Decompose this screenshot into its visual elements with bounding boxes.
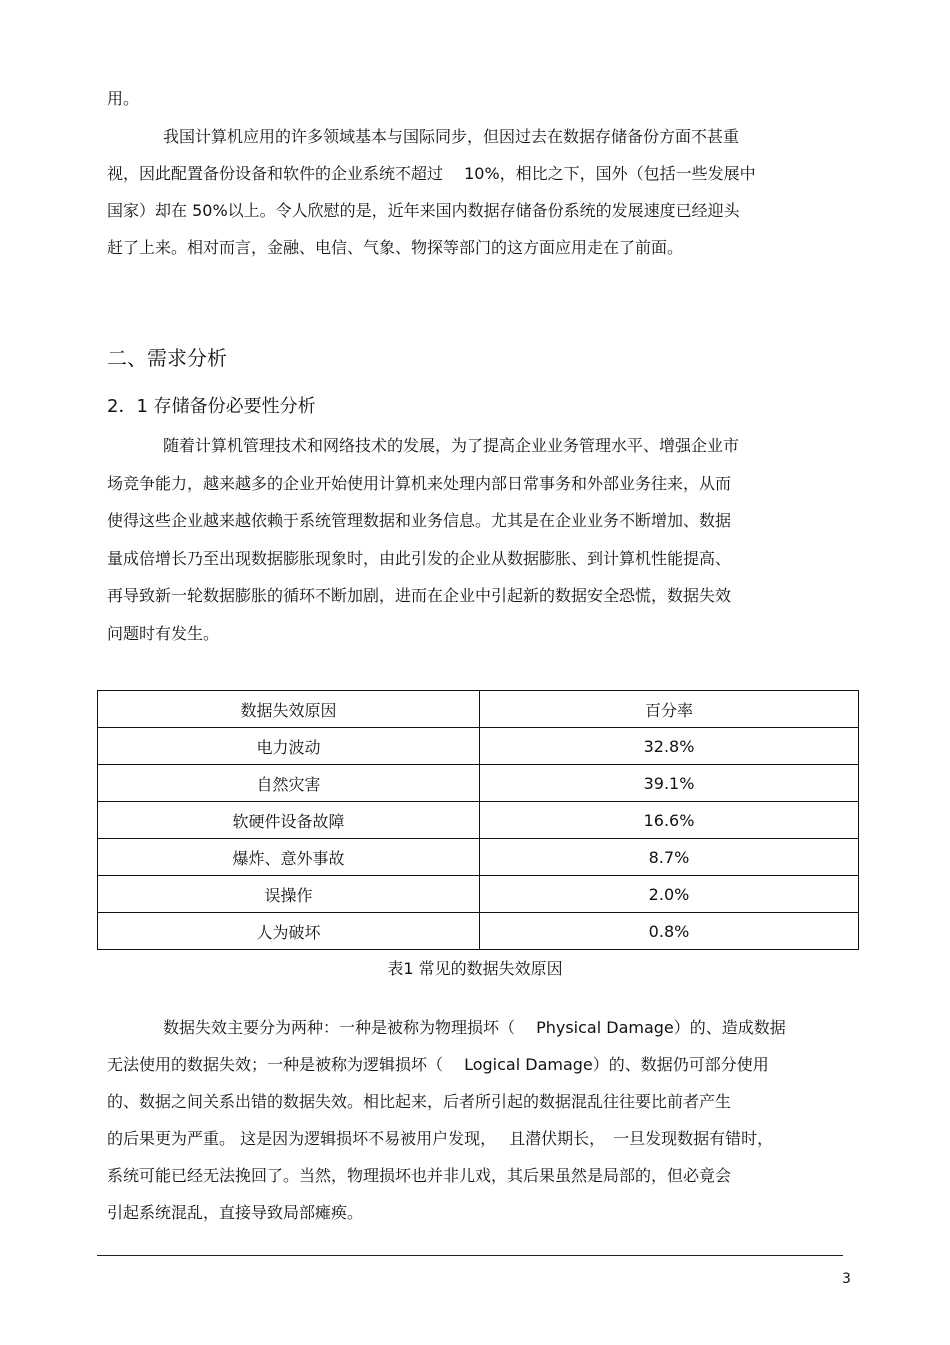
paragraph-line: 视，因此配置备份设备和软件的企业系统不超过 10%，相比之下，国外（包括一些发展中: [107, 164, 756, 183]
section-title: 二、需求分析: [107, 346, 227, 370]
table-caption: 表1 常见的数据失效原因: [387, 959, 563, 978]
table-header-row: [98, 691, 859, 728]
paragraph-line: 量成倍增长乃至出现数据膨胀现象时，由此引发的企业从数据膨胀、到计算机性能提高、: [107, 549, 732, 568]
table-cell-rate: 32.8%: [480, 728, 859, 765]
table-row: [98, 839, 859, 876]
table-header-cause: 数据失效原因: [98, 691, 480, 728]
table-cell-rate: 2.0%: [480, 876, 859, 913]
page-number: 3: [842, 1271, 851, 1287]
paragraph-line: 场竞争能力，越来越多的企业开始使用计算机来处理内部日常事务和外部业务往来，从而: [107, 474, 732, 493]
paragraph-line: 无法使用的数据失效；一种是被称为逻辑损坏（ Logical Damage）的、数据仍可部分使用: [107, 1055, 769, 1074]
table-cell-rate: 16.6%: [480, 802, 859, 839]
table-cell-cause: 误操作: [98, 876, 480, 913]
paragraph-line: 国家）却在 50%以上。令人欣慰的是，近年来国内数据存储备份系统的发展速度已经迎头: [107, 201, 740, 220]
table-row: [98, 876, 859, 913]
table-cell-rate: 0.8%: [480, 913, 859, 950]
subsection-title: 2．1 存储备份必要性分析: [107, 396, 316, 417]
table-row: [98, 913, 859, 950]
table-cell-cause: 自然灾害: [98, 765, 480, 802]
paragraph-line: 使得这些企业越来越依赖于系统管理数据和业务信息。尤其是在企业业务不断增加、数据: [107, 511, 732, 530]
table-row: [98, 728, 859, 765]
table-row: [98, 765, 859, 802]
table-cell-rate: 39.1%: [480, 765, 859, 802]
table-row: [98, 802, 859, 839]
paragraph-line: 系统可能已经无法挽回了。当然，物理损坏也并非儿戏，其后果虽然是局部的，但必竟会: [107, 1166, 732, 1185]
paragraph-line: 再导致新一轮数据膨胀的循环不断加剧，进而在企业中引起新的数据安全恐慌，数据失效: [107, 586, 732, 605]
paragraph-tail: 用。: [107, 89, 140, 108]
paragraph-line: 赶了上来。相对而言，金融、电信、气象、物探等部门的这方面应用走在了前面。: [107, 238, 684, 257]
paragraph-line: 随着计算机管理技术和网络技术的发展，为了提高企业业务管理水平、增强企业市: [163, 436, 740, 455]
paragraph-line: 引起系统混乱，直接导致局部瘫痪。: [107, 1203, 364, 1222]
table-cell-cause: 电力波动: [98, 728, 480, 765]
paragraph-line: 问题时有发生。: [107, 624, 220, 643]
footer-rule: [97, 1255, 843, 1256]
table-cell-cause: 爆炸、意外事故: [98, 839, 480, 876]
paragraph-line: 的后果更为严重。 这是因为逻辑损坏不易被用户发现， 且潜伏期长， 一旦发现数据有错时，: [107, 1129, 774, 1148]
paragraph-line: 的、数据之间关系出错的数据失效。相比起来，后者所引起的数据混乱往往要比前者产生: [107, 1092, 732, 1111]
paragraph-line: 我国计算机应用的许多领域基本与国际同步，但因过去在数据存储备份方面不甚重: [163, 127, 740, 146]
table-cell-rate: 8.7%: [480, 839, 859, 876]
table-header-rate: 百分率: [480, 691, 859, 728]
paragraph-line: 数据失效主要分为两种：一种是被称为物理损坏（ Physical Damage）的、造成数据: [163, 1018, 786, 1037]
table-cell-cause: 人为破坏: [98, 913, 480, 950]
table-cell-cause: 软硬件设备故障: [98, 802, 480, 839]
data-failure-table: [97, 690, 859, 950]
